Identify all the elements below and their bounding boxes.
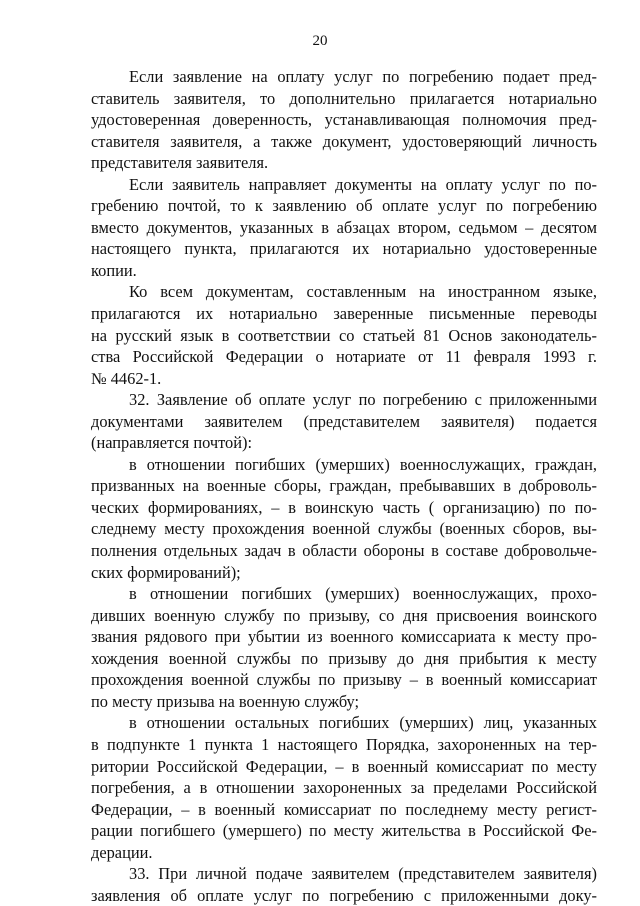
text-line: № 4462-1. [91, 368, 162, 388]
text-line: прилагаются их нотариально заверенные письменные переводы [91, 304, 597, 324]
text-line: ставитель заявителя, то дополнительно прилагается нотариально [91, 88, 597, 108]
text-line: полнения отдельных задач в области обороны в составе добровольче- [91, 541, 597, 561]
text-line: удостоверенная доверенность, устанавливающая полномочия пред- [91, 110, 597, 130]
text-line: документами заявителем (представителем заявителя) подается [91, 411, 597, 431]
text-line: погребения, а в отношении захороненных за пределами Российской [91, 778, 597, 798]
text-line: (направляется почтой): [91, 433, 253, 453]
text-line: ставителя заявителя, а также документ, удостоверяющий личность [91, 131, 597, 151]
text-line: ских формирований); [91, 562, 241, 582]
text-line: следнему месту прохождения военной службы (военных сборов, вы- [91, 519, 597, 539]
document-body [91, 66, 597, 906]
text-line: 33. При личной подаче заявителем (представителем заявителя) [129, 864, 597, 884]
text-line: копии. [91, 260, 137, 280]
text-line: дивших военную службу по призыву, со дня присвоения воинского [91, 605, 597, 625]
text-line: вместо документов, указанных в абзацах втором, седьмом – десятом [91, 217, 597, 237]
text-line: заявления об оплате услуг по погребению с приложенными доку- [91, 885, 597, 905]
text-line: по месту призыва на военную службу; [91, 691, 360, 711]
page-number: 20 [312, 33, 328, 49]
text-line: ритории Российской Федерации, – в военный комиссариат по месту [91, 756, 597, 776]
text-line: Федерации, – в военный комиссариат по последнему месту регист- [91, 799, 597, 819]
text-line: дерации. [91, 842, 153, 862]
text-line: настоящего пункта, прилагаются их нотариально удостоверенные [91, 239, 597, 259]
text-line: Ко всем документам, составленным на иностранном языке, [129, 282, 597, 302]
text-line: гребению почтой, то к заявлению об оплате услуг по погребению [91, 196, 597, 216]
text-line: в отношении погибших (умерших) военнослужащих, граждан, [129, 454, 597, 474]
text-line: в отношении погибших (умерших) военнослужащих, прохо- [129, 584, 597, 604]
text-line: хождения военной службы по призыву до дня прибытия к месту [91, 648, 597, 668]
text-line: 32. Заявление об оплате услуг по погребению с приложенными [129, 390, 597, 410]
text-line: прохождения военной службы по призыву – в военный комиссариат [91, 670, 597, 690]
text-line: в подпункте 1 пункта 1 настоящего Порядка, захороненных на тер- [91, 734, 597, 754]
text-line: рации погибшего (умершего) по месту жительства в Российской Фе- [91, 821, 597, 841]
text-line: Если заявитель направляет документы на оплату услуг по по- [129, 174, 597, 194]
text-line: ческих формированиях, – в воинскую часть ( организацию) по по- [91, 497, 597, 517]
text-line: Если заявление на оплату услуг по погребению подает пред- [129, 67, 597, 86]
text-line: звания рядового при убытии из военного комиссариата к месту про- [91, 627, 597, 647]
text-line: на русский язык в соответствии со статьей 81 Основ законодатель- [91, 325, 597, 345]
text-line: представителя заявителя. [91, 153, 269, 173]
text-line: ства Российской Федерации о нотариате от 11 февраля 1993 г. [91, 347, 597, 367]
text-line: призванных на военные сборы, граждан, пребывавших в доброволь- [91, 476, 597, 496]
text-line: в отношении остальных погибших (умерших) лиц, указанных [129, 713, 597, 733]
